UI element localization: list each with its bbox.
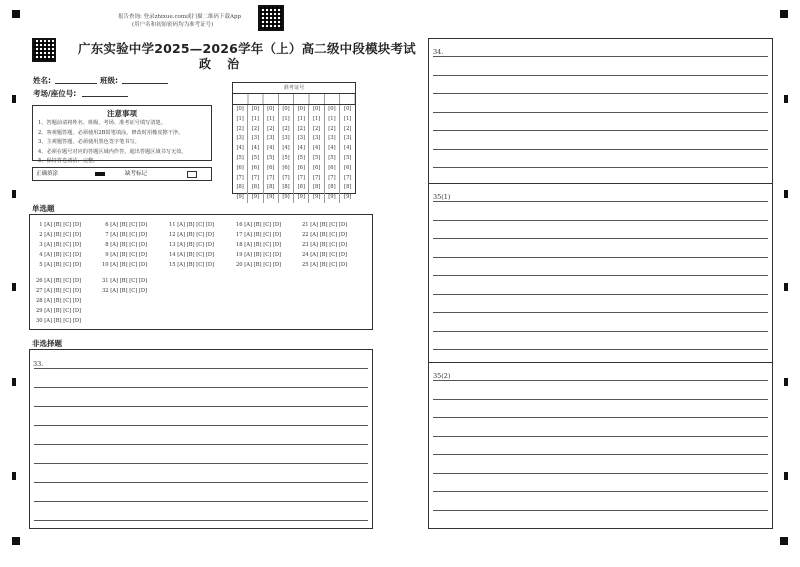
class-field[interactable] xyxy=(122,83,168,84)
answer-line[interactable] xyxy=(433,275,768,276)
app-qr-code xyxy=(258,5,284,31)
exam-id-bubble[interactable]: [4] xyxy=(233,144,248,154)
exam-id-bubble[interactable]: [6] xyxy=(294,164,309,174)
timing-mark xyxy=(12,283,16,291)
mc-question-22[interactable]: 22 [A] [B] [C] [D] xyxy=(302,232,348,238)
timing-mark xyxy=(12,378,16,386)
mc-question-15[interactable]: 15 [A] [B] [C] [D] xyxy=(169,262,215,268)
timing-mark xyxy=(12,95,16,103)
answer-line[interactable] xyxy=(34,368,368,369)
fill-legend-box xyxy=(32,167,212,181)
exam-id-bubble[interactable]: [8] xyxy=(264,183,279,193)
answer-line[interactable] xyxy=(34,425,368,426)
answer-box-35-1[interactable] xyxy=(428,183,773,363)
exam-id-bubble[interactable]: [6] xyxy=(325,164,340,174)
mc-question-24[interactable]: 24 [A] [B] [C] [D] xyxy=(302,252,348,258)
answer-box-33[interactable] xyxy=(29,349,373,529)
exam-id-bubble[interactable]: [7] xyxy=(279,174,294,184)
exam-id-bubble[interactable]: [6] xyxy=(279,164,294,174)
non-choice-heading: 非选择题 xyxy=(32,339,62,348)
single-choice-box xyxy=(29,214,373,330)
mc-question-26[interactable]: 26 [A] [B] [C] [D] xyxy=(36,278,82,284)
mc-question-1[interactable]: 1 [A] [B] [C] [D] xyxy=(36,222,82,228)
name-field[interactable] xyxy=(55,83,97,84)
answer-line[interactable] xyxy=(433,75,768,76)
mc-question-19[interactable]: 19 [A] [B] [C] [D] xyxy=(236,252,282,258)
timing-mark xyxy=(784,283,788,291)
exam-id-bubble[interactable]: [9] xyxy=(294,193,309,203)
class-label: 班级: xyxy=(100,76,118,85)
exam-id-bubble[interactable]: [9] xyxy=(279,193,294,203)
exam-id-bubble[interactable]: [8] xyxy=(309,183,324,193)
mc-question-13[interactable]: 13 [A] [B] [C] [D] xyxy=(169,242,215,248)
answer-line[interactable] xyxy=(34,444,368,445)
exam-id-bubble[interactable]: [9] xyxy=(233,193,248,203)
answer-line[interactable] xyxy=(433,257,768,258)
mc-question-29[interactable]: 29 [A] [B] [C] [D] xyxy=(36,308,82,314)
exam-id-bubble[interactable]: [2] xyxy=(279,125,294,135)
room-seat-label: 考场/座位号: xyxy=(33,89,77,98)
answer-line[interactable] xyxy=(433,149,768,150)
mc-question-14[interactable]: 14 [A] [B] [C] [D] xyxy=(169,252,215,258)
notice-item: 5、保持答卷清洁、完整。 xyxy=(38,158,99,164)
registration-mark xyxy=(12,10,20,18)
exam-id-bubble[interactable]: [2] xyxy=(264,125,279,135)
mc-question-4[interactable]: 4 [A] [B] [C] [D] xyxy=(36,252,82,258)
exam-id-bubble[interactable]: [6] xyxy=(344,164,352,171)
mc-question-5[interactable]: 5 [A] [B] [C] [D] xyxy=(36,262,82,268)
exam-id-bubble[interactable]: [6] xyxy=(233,164,248,174)
exam-id-bubble[interactable]: [1] xyxy=(248,115,263,125)
exam-id-bubble[interactable]: [2] xyxy=(325,125,340,135)
exam-id-bubble[interactable]: [0] xyxy=(309,105,324,115)
registration-mark xyxy=(780,10,788,18)
exam-id-bubble[interactable]: [3] xyxy=(233,134,248,144)
exam-id-bubble[interactable]: [0] xyxy=(248,105,263,115)
notice-list xyxy=(38,119,206,167)
exam-id-bubble[interactable]: [2] xyxy=(294,125,309,135)
mc-question-23[interactable]: 23 [A] [B] [C] [D] xyxy=(302,242,348,248)
notice-item: 2、客观题答题，必须使用2B铅笔填涂，修改时用橡皮擦干净。 xyxy=(38,129,184,136)
exam-id-bubble[interactable]: [8] xyxy=(325,183,340,193)
correct-fill-icon xyxy=(95,172,105,176)
exam-id-bubble[interactable]: [1] xyxy=(264,115,279,125)
answer-line[interactable] xyxy=(433,417,768,418)
exam-id-bubble[interactable]: [0] xyxy=(294,105,309,115)
exam-id-bubble[interactable]: [9] xyxy=(309,193,324,203)
mc-question-25[interactable]: 25 [A] [B] [C] [D] xyxy=(302,262,348,268)
exam-id-bubble[interactable]: [8] xyxy=(294,183,309,193)
exam-id-bubbles[interactable] xyxy=(233,105,355,203)
mc-question-20[interactable]: 20 [A] [B] [C] [D] xyxy=(236,262,282,268)
exam-id-bubble[interactable]: [5] xyxy=(248,154,263,164)
exam-id-bubble[interactable]: [1] xyxy=(309,115,324,125)
timing-mark xyxy=(12,472,16,480)
answer-line[interactable] xyxy=(433,436,768,437)
exam-id-bubble[interactable]: [3] xyxy=(344,135,352,142)
exam-id-bubble[interactable]: [0] xyxy=(279,105,294,115)
exam-id-bubble[interactable]: [5] xyxy=(344,154,352,161)
room-seat-field[interactable] xyxy=(82,96,128,97)
answer-line[interactable] xyxy=(433,399,768,400)
mc-question-10[interactable]: 10 [A] [B] [C] [D] xyxy=(102,262,148,268)
answer-line[interactable] xyxy=(433,238,768,239)
exam-id-bubble[interactable]: [1] xyxy=(344,115,352,122)
exam-id-bubble[interactable]: [4] xyxy=(325,144,340,154)
exam-id-bubble[interactable]: [2] xyxy=(248,125,263,135)
absent-label: 缺考标记 xyxy=(125,171,148,177)
answer-line[interactable] xyxy=(433,130,768,131)
exam-id-bubble[interactable]: [2] xyxy=(344,125,352,132)
exam-id-bubble[interactable]: [5] xyxy=(264,154,279,164)
mc-question-28[interactable]: 28 [A] [B] [C] [D] xyxy=(36,298,82,304)
mc-question-31[interactable]: 31 [A] [B] [C] [D] xyxy=(102,278,148,284)
mc-question-30[interactable]: 30 [A] [B] [C] [D] xyxy=(36,318,82,324)
exam-id-bubble[interactable]: [4] xyxy=(294,144,309,154)
exam-id-bubble[interactable]: [6] xyxy=(264,164,279,174)
answer-line[interactable] xyxy=(433,491,768,492)
timing-mark xyxy=(784,190,788,198)
question-35-2-label: 35(2) xyxy=(433,372,451,380)
timing-mark xyxy=(784,378,788,386)
exam-id-bubble[interactable]: [8] xyxy=(279,183,294,193)
report-info-note: (用户名和初始密码均为准考证号) xyxy=(132,22,214,28)
exam-id-bubble[interactable]: [5] xyxy=(233,154,248,164)
exam-id-bubble[interactable]: [3] xyxy=(294,134,309,144)
exam-id-write-row[interactable] xyxy=(233,94,355,105)
timing-mark xyxy=(784,95,788,103)
name-label: 姓名: xyxy=(33,76,51,85)
answer-line[interactable] xyxy=(433,112,768,113)
exam-id-bubble[interactable]: [4] xyxy=(344,145,352,152)
exam-id-bubble[interactable]: [0] xyxy=(344,106,352,112)
registration-mark xyxy=(12,537,20,545)
answer-line[interactable] xyxy=(34,387,368,388)
mc-question-32[interactable]: 32 [A] [B] [C] [D] xyxy=(102,288,148,294)
answer-line[interactable] xyxy=(34,406,368,407)
exam-id-bubble[interactable]: [9] xyxy=(248,193,263,203)
answer-line[interactable] xyxy=(433,93,768,94)
exam-id-bubble[interactable]: [5] xyxy=(325,154,340,164)
mc-question-18[interactable]: 18 [A] [B] [C] [D] xyxy=(236,242,282,248)
answer-line[interactable] xyxy=(433,167,768,168)
exam-id-bubble[interactable]: [7] xyxy=(233,174,248,184)
exam-id-bubble[interactable]: [9] xyxy=(344,194,352,201)
exam-id-bubble[interactable]: [1] xyxy=(325,115,340,125)
mc-question-8[interactable]: 8 [A] [B] [C] [D] xyxy=(102,242,148,248)
mc-question-21[interactable]: 21 [A] [B] [C] [D] xyxy=(302,222,348,228)
mc-question-3[interactable]: 3 [A] [B] [C] [D] xyxy=(36,242,82,248)
exam-id-bubble[interactable]: [3] xyxy=(248,134,263,144)
timing-mark xyxy=(12,190,16,198)
exam-id-bubble[interactable]: [4] xyxy=(248,144,263,154)
exam-id-bubble[interactable]: [3] xyxy=(309,134,324,144)
mc-question-17[interactable]: 17 [A] [B] [C] [D] xyxy=(236,232,282,238)
exam-id-bubble[interactable]: [7] xyxy=(344,174,352,181)
answer-line[interactable] xyxy=(34,520,368,521)
answer-line[interactable] xyxy=(34,501,368,502)
answer-line[interactable] xyxy=(433,294,768,295)
notice-item: 1、答题前请将姓名、班级、考场、准考证号填写清楚。 xyxy=(38,120,166,126)
notice-item: 4、必须在题号对应的答题区域内作答，超出答题区域书写无效。 xyxy=(38,148,187,155)
exam-id-bubble[interactable]: [1] xyxy=(294,115,309,125)
exam-id-bubble[interactable]: [9] xyxy=(325,193,340,203)
exam-id-bubble[interactable]: [1] xyxy=(233,115,248,125)
registration-mark xyxy=(780,537,788,545)
report-info-line: 报告查询: 登录zhixue.com或扫描二维码下载App xyxy=(118,14,242,20)
exam-id-bubble[interactable]: [6] xyxy=(309,164,324,174)
mc-question-7[interactable]: 7 [A] [B] [C] [D] xyxy=(102,232,148,238)
exam-id-bubble[interactable]: [5] xyxy=(294,154,309,164)
answer-line[interactable] xyxy=(433,454,768,455)
answer-line[interactable] xyxy=(433,201,768,202)
timing-mark xyxy=(784,472,788,480)
question-34-label: 34. xyxy=(433,48,444,56)
exam-id-bubble[interactable]: [7] xyxy=(325,174,340,184)
exam-id-bubble[interactable]: [7] xyxy=(309,174,324,184)
exam-id-bubble[interactable]: [8] xyxy=(344,184,352,191)
mc-question-6[interactable]: 6 [A] [B] [C] [D] xyxy=(102,222,148,228)
notice-box xyxy=(32,105,212,164)
mc-question-9[interactable]: 9 [A] [B] [C] [D] xyxy=(102,252,148,258)
exam-id-bubble[interactable]: [8] xyxy=(233,183,248,193)
mc-question-12[interactable]: 12 [A] [B] [C] [D] xyxy=(169,232,215,238)
answer-line[interactable] xyxy=(433,473,768,474)
absent-mark-box[interactable] xyxy=(187,171,197,178)
exam-id-bubble[interactable]: [4] xyxy=(264,144,279,154)
mc-question-16[interactable]: 16 [A] [B] [C] [D] xyxy=(236,222,282,228)
exam-id-bubble[interactable]: [6] xyxy=(248,164,263,174)
exam-id-bubble[interactable]: [5] xyxy=(309,154,324,164)
answer-line[interactable] xyxy=(433,349,768,350)
answer-line[interactable] xyxy=(34,482,368,483)
sheet-qr-code xyxy=(32,38,56,62)
correct-fill-label: 正确填涂 xyxy=(36,171,59,177)
answer-box-35-2[interactable] xyxy=(428,362,773,529)
exam-id-box xyxy=(232,82,356,201)
exam-id-bubble[interactable]: [2] xyxy=(233,125,248,135)
exam-id-bubble[interactable]: [3] xyxy=(325,134,340,144)
exam-id-bubble[interactable]: [3] xyxy=(279,134,294,144)
mc-question-11[interactable]: 11 [A] [B] [C] [D] xyxy=(169,222,215,228)
answer-line[interactable] xyxy=(433,56,768,57)
question-35-1-label: 35(1) xyxy=(433,193,451,201)
subject-title: 政 治 xyxy=(199,57,246,71)
notice-title: 注意事项 xyxy=(107,109,137,118)
exam-id-bubble[interactable]: [7] xyxy=(294,174,309,184)
exam-id-bubble[interactable]: [1] xyxy=(279,115,294,125)
exam-title: 广东实验中学2025—2026学年（上）高二级中段模块考试 xyxy=(78,41,416,56)
answer-line[interactable] xyxy=(34,463,368,464)
answer-line[interactable] xyxy=(433,220,768,221)
mc-question-2[interactable]: 2 [A] [B] [C] [D] xyxy=(36,232,82,238)
exam-id-bubble[interactable]: [3] xyxy=(264,134,279,144)
mc-question-27[interactable]: 27 [A] [B] [C] [D] xyxy=(36,288,82,294)
exam-id-bubble[interactable]: [9] xyxy=(264,193,279,203)
exam-id-bubble[interactable]: [4] xyxy=(309,144,324,154)
exam-id-bubble[interactable]: [5] xyxy=(279,154,294,164)
exam-id-bubble[interactable]: [0] xyxy=(233,105,248,115)
answer-box-34[interactable] xyxy=(428,38,773,184)
answer-line[interactable] xyxy=(433,331,768,332)
exam-id-bubble[interactable]: [2] xyxy=(309,125,324,135)
exam-id-bubble[interactable]: [7] xyxy=(264,174,279,184)
answer-line[interactable] xyxy=(433,510,768,511)
exam-id-bubble[interactable]: [8] xyxy=(248,183,263,193)
exam-id-bubble[interactable]: [7] xyxy=(248,174,263,184)
exam-id-bubble[interactable]: [0] xyxy=(325,105,340,115)
answer-line[interactable] xyxy=(433,312,768,313)
notice-item: 3、主观题答题，必须使用黑色签字笔书写。 xyxy=(38,139,140,145)
exam-id-title: 准考证号 xyxy=(233,83,355,94)
question-33-label: 33. xyxy=(33,360,44,368)
exam-id-bubble[interactable]: [0] xyxy=(264,105,279,115)
single-choice-heading: 单选题 xyxy=(32,204,55,213)
exam-id-bubble[interactable]: [4] xyxy=(279,144,294,154)
answer-line[interactable] xyxy=(433,380,768,381)
